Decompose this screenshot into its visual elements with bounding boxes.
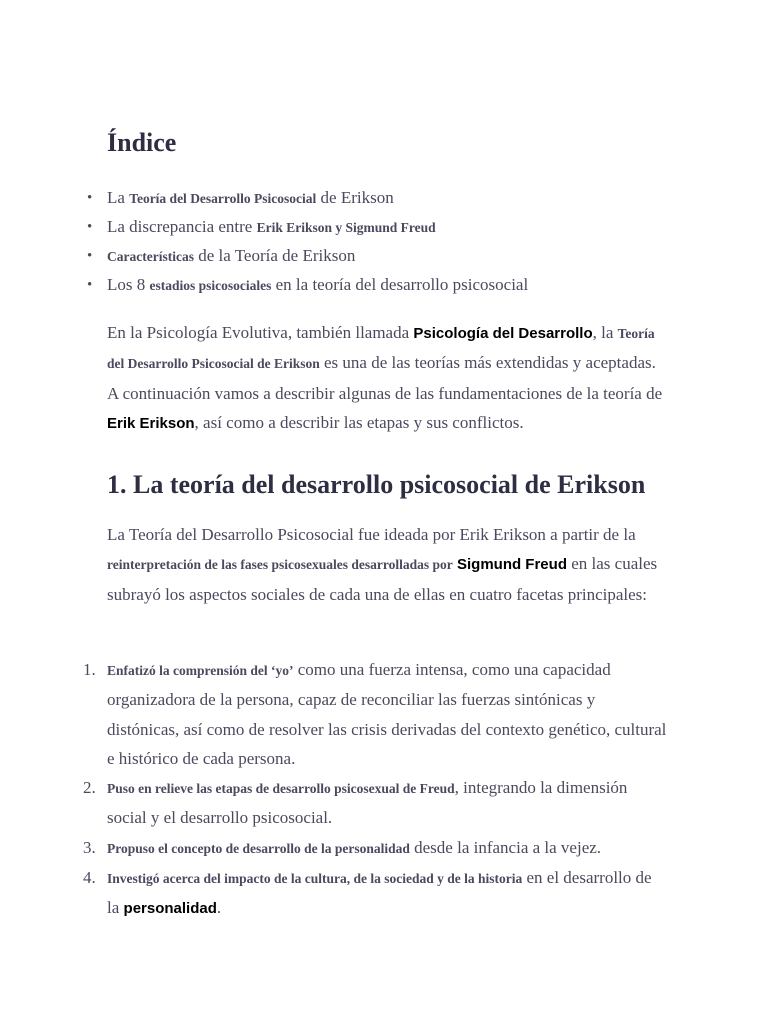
bold-term: reinterpretación de las fases psicosexuales desarrolladas por [107, 557, 453, 573]
index-list [107, 186, 707, 302]
index-item[interactable]: • La discrepancia entre Erik Erikson y Sigmund Freud [107, 215, 707, 244]
index-item[interactable]: • Características de la Teoría de Erikson [107, 244, 707, 273]
bold-term: Sigmund Freud [456, 556, 567, 574]
list-item: Enfatizó la comprensión del ‘yo’ como una fuerza intensa, como una capacidad organizadora de la persona, capaz de reconciliar las fuerzas sintónicas y distónicas, así como de resolver las crisis derivadas del contexto genético, cultural e histórico de cada persona. [107, 660, 667, 768]
facets-list [107, 655, 667, 924]
intro-paragraph: En la Psicología Evolutiva, también llamada Psicología del Desarrollo, la Teoría del Desarrollo Psicosocial de Erikson es una de las teorías más extendidas y aceptadas. A continuación vamos a describir algunas de las fundamentaciones de la teoría de Erik Erikson, así como a describir las etapas y sus conflictos. [107, 323, 663, 432]
section-paragraph: La Teoría del Desarrollo Psicosocial fue ideada por Erik Erikson a partir de la reinterpretación de las fases psicosexuales desarrolladas por Sigmund Freud en las cuales subrayó los aspectos sociales de cada una de ellas en cuatro facetas principales: [107, 525, 658, 604]
section-heading: 1. La teoría del desarrollo psicosocial de Erikson [107, 470, 646, 499]
list-item: Puso en relieve las etapas de desarrollo psicosexual de Freud, integrando la dimensión social y el desarrollo psicosocial. [107, 778, 628, 828]
index-heading: Índice [107, 128, 177, 157]
list-item: Investigó acerca del impacto de la cultura, de la sociedad y de la historia en el desarrollo de la personalidad. [107, 868, 652, 918]
index-item[interactable]: • La Teoría del Desarrollo Psicosocial de Erikson [107, 186, 707, 215]
list-item: Propuso el concepto de desarrollo de la personalidad desde la infancia a la vejez. [107, 837, 602, 857]
index-item[interactable]: • Los 8 estadios psicosociales en la teoría del desarrollo psicosocial [107, 273, 707, 302]
bold-term: Teoría del Desarrollo Psicosocial de Erikson [107, 326, 655, 372]
bold-term: Psicología del Desarrollo [413, 325, 593, 342]
bold-term: Erik Erikson [107, 414, 195, 432]
